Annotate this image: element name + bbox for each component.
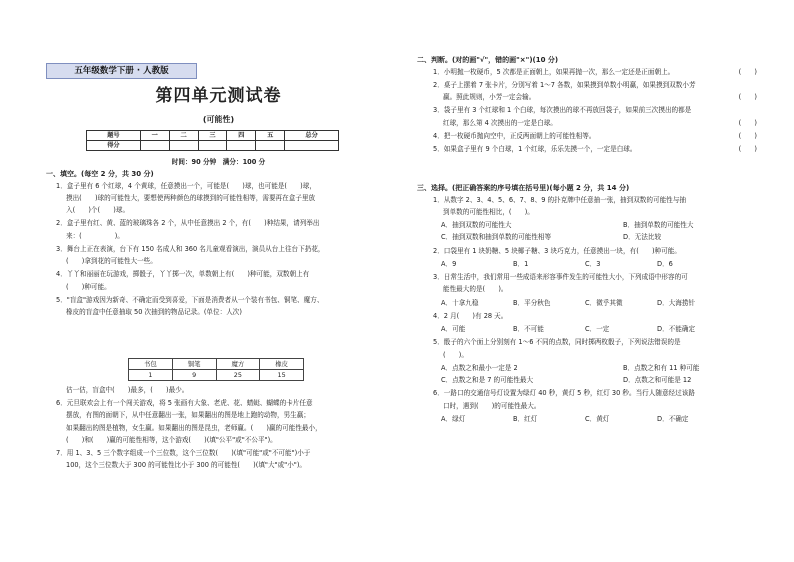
option-b[interactable]: B．1: [513, 259, 529, 268]
score-label: 得分: [87, 141, 141, 151]
score-cell[interactable]: [227, 141, 256, 151]
section-fill-in-continued: [56, 386, 401, 470]
section-fill-in: [46, 170, 396, 316]
section-judge: [417, 56, 757, 153]
judge-item: [433, 132, 757, 140]
judge-text: 3．袋子里有 3 个红球和 1 个白球，每次摸出的球不再放回袋子，如果前三次摸出的都是: [433, 106, 692, 115]
section-title: 三、选择。(把正确答案的序号填在括号里)(每小题 2 分，共 14 分): [417, 184, 630, 192]
option-b[interactable]: B．平分秋色: [513, 298, 551, 307]
grade-badge: 五年级数学下册 · 人教版: [46, 63, 197, 79]
question-line: 4．2 月( )有 28 天。: [433, 311, 508, 320]
answer-bracket[interactable]: ( ): [738, 93, 757, 102]
question-line: 6．一路口的交通信号灯设置为绿灯 40 秒，黄灯 5 秒，红灯 30 秒。当行人随意经过该路: [433, 389, 695, 398]
question-line: 摆放，有图的面朝下，从中任意翻出一张，如果翻出的图是地上跑的动物，男生赢；: [66, 411, 310, 420]
table-header: 书包: [129, 359, 173, 370]
option-d[interactable]: D．不能确定: [657, 325, 696, 334]
option-d[interactable]: D．点数之和可能是 12: [623, 376, 692, 385]
blind-box-table: [128, 358, 304, 381]
judge-item: [433, 93, 757, 101]
question-line: 3．舞台上正在表演，台下有 150 名成人和 360 名儿童观看演出，演员从台上往台下扔花，: [56, 244, 325, 253]
option-c[interactable]: C．黄灯: [585, 414, 610, 423]
question-line: 到单数的可能性相比，( )。: [443, 207, 534, 216]
answer-bracket[interactable]: ( ): [738, 67, 757, 76]
option-a[interactable]: A．点数之和最小一定是 2: [441, 363, 518, 372]
table-header: 魔方: [216, 359, 260, 370]
judge-text: 红球，那么第 4 次摸出的一定是白球。: [443, 118, 557, 127]
score-header: 四: [227, 131, 256, 141]
question-line: 7．用 1、3、5 三个数字组成一个三位数，这个三位数( )(填"可能"或"不可能")小于: [56, 449, 311, 458]
section-title: 一、填空。(每空 2 分，共 30 分): [46, 170, 154, 178]
option-b[interactable]: B．不可能: [513, 325, 544, 334]
judge-text: 4．把一枚硬币抛向空中，正反两面朝上的可能性相等。: [433, 131, 596, 140]
option-b[interactable]: B．红灯: [513, 414, 538, 423]
option-d[interactable]: D．无法比较: [623, 233, 662, 242]
section-title: 二、判断。(对的画"√"，错的画"×")(10 分): [417, 56, 559, 64]
option-b[interactable]: B．抽到单数的可能性大: [623, 221, 694, 230]
option-d[interactable]: D．大海捞针: [657, 298, 696, 307]
question-line: 3．日常生活中，我们常用一些成语来形容事件发生的可能性大小，下列成语中形容的可: [433, 273, 688, 282]
page-subtitle: (可能性): [202, 115, 235, 124]
question-line: 1．从数字 2、3、4、5、6、7、8、9 的扑克牌中任意抽一张，抽到双数的可能性与抽: [433, 195, 686, 204]
score-cell[interactable]: [140, 141, 169, 151]
option-d[interactable]: D．不确定: [657, 414, 689, 423]
score-header: 三: [198, 131, 227, 141]
question-line: ( )种可能。: [66, 282, 111, 291]
option-a[interactable]: A．十拿九稳: [441, 298, 479, 307]
question-line: 来：( )。: [66, 231, 124, 240]
question-line: 估一估，盲盒中( )最多，( )最少。: [66, 386, 189, 394]
question-line: 如果翻出的图是植物，女生赢。如果翻出的图是昆虫，老师赢。( )赢的可能性最小，: [66, 423, 322, 432]
option-a[interactable]: A．9: [441, 259, 457, 268]
option-c[interactable]: C．3: [585, 259, 601, 268]
option-a[interactable]: A．绿灯: [441, 414, 466, 423]
judge-item: [433, 145, 757, 153]
judge-text: 5．如果盒子里有 9 个白球，1 个红球，乐乐先摸一个，一定是白球。: [433, 145, 637, 154]
score-table: [86, 130, 339, 151]
judge-item: [433, 119, 757, 127]
judge-text: 2．桌子上摆着 7 张卡片，分别写着 1～7 各数，如果摸到单数小明赢，如果摸到双数小芳: [433, 80, 696, 89]
score-cell[interactable]: [198, 141, 227, 151]
table-cell: 9: [172, 370, 216, 381]
score-cell[interactable]: [256, 141, 285, 151]
score-cell[interactable]: [285, 141, 339, 151]
table-cell: 25: [216, 370, 260, 381]
score-header: 二: [169, 131, 198, 141]
table-cell: 1: [129, 370, 173, 381]
question-line: 橡皮的盲盒中任意抽取 50 次抽到的物品记录。(单位：人次): [66, 308, 242, 317]
question-line: 4．丫丫和丽丽在玩游戏，掷骰子，丫丫掷一次，单数朝上有( )种可能，双数朝上有: [56, 270, 310, 279]
score-cell[interactable]: [169, 141, 198, 151]
question-line: 2．口袋里有 1 块奶糖、5 块椰子糖、3 块巧克力，任意摸出一块，有( )种可能。: [433, 246, 681, 255]
table-header: 橡皮: [260, 359, 304, 370]
section-choice: [417, 184, 757, 423]
question-line: ( )。: [443, 350, 468, 359]
table-header: 铜笔: [172, 359, 216, 370]
judge-text: 赢。照此规则，小芳一定会输。: [443, 93, 536, 102]
judge-item: [433, 68, 757, 76]
score-header: 一: [140, 131, 169, 141]
question-line: 入( )个( )球。: [66, 206, 130, 215]
option-c[interactable]: C．微乎其微: [585, 298, 623, 307]
judge-text: 1．小明抛一枚硬币，5 次都是正面朝上，如果再抛一次，那么一定还是正面朝上。: [433, 67, 675, 76]
question-line: 5．骰子的六个面上分别刻有 1～6 不同的点数，同时掷两枚骰子，下列说法错误的是: [433, 338, 681, 347]
question-line: ( )和( )赢的可能性相等，这个游戏( )(填"公平"或"不公平")。: [66, 435, 277, 444]
page-title: 第四单元测试卷: [155, 86, 282, 106]
question-line: ( )拿到花的可能性大一些。: [66, 257, 157, 266]
option-a[interactable]: A．抽到双数的可能性大: [441, 221, 512, 230]
answer-bracket[interactable]: ( ): [738, 145, 757, 154]
question-line: 1．盒子里有 6 个红球，4 个黄球，任意摸出一个，可能是( )球，也可能是( )球，: [56, 181, 316, 190]
option-a[interactable]: A．可能: [441, 325, 466, 334]
question-line: 2．盒子里有红、黄、蓝的玻璃珠各 2 个，从中任意摸出 2 个，有( )种结果，请列举出: [56, 219, 320, 228]
option-c[interactable]: C．一定: [585, 325, 610, 334]
question-line: 能性最大的是( )。: [443, 285, 508, 294]
option-c[interactable]: C．点数之和是 7 的可能性最大: [441, 376, 534, 385]
judge-item: [433, 106, 757, 114]
score-header: 题号: [87, 131, 141, 141]
question-line: 摸出( )球的可能性大，要想使两种颜色的球摸到的可能性相等，需要再在盒子里放: [66, 193, 316, 202]
option-d[interactable]: D．6: [657, 259, 673, 268]
answer-bracket[interactable]: ( ): [738, 118, 757, 127]
question-line: 口时，遇到( )的可能性最大。: [443, 401, 541, 410]
option-c[interactable]: C．抽到双数和抽到单数的可能性相等: [441, 233, 552, 242]
judge-item: [433, 81, 757, 89]
score-header: 五: [256, 131, 285, 141]
answer-bracket[interactable]: ( ): [738, 131, 757, 140]
question-line: 6．元旦联欢会上有一个闯关游戏，将 5 张画有大象、老虎、花、蜻蜓、蝴蝶的卡片任意: [56, 399, 313, 408]
question-line: 100，这个三位数大于 300 的可能性比小于 300 的可能性( )(填"大"或"小")。: [66, 461, 306, 470]
score-header: 总分: [285, 131, 339, 141]
option-b[interactable]: B．点数之和有 11 种可能: [623, 363, 700, 372]
question-line: 5．"盲盒"游戏因为新奇、不确定而受到喜爱，下面是消费者从一个装有书包、铜笔、魔方、: [56, 295, 324, 304]
table-cell: 15: [260, 370, 304, 381]
time-score-line: 时间：90 分钟 满分：100 分: [171, 158, 266, 166]
